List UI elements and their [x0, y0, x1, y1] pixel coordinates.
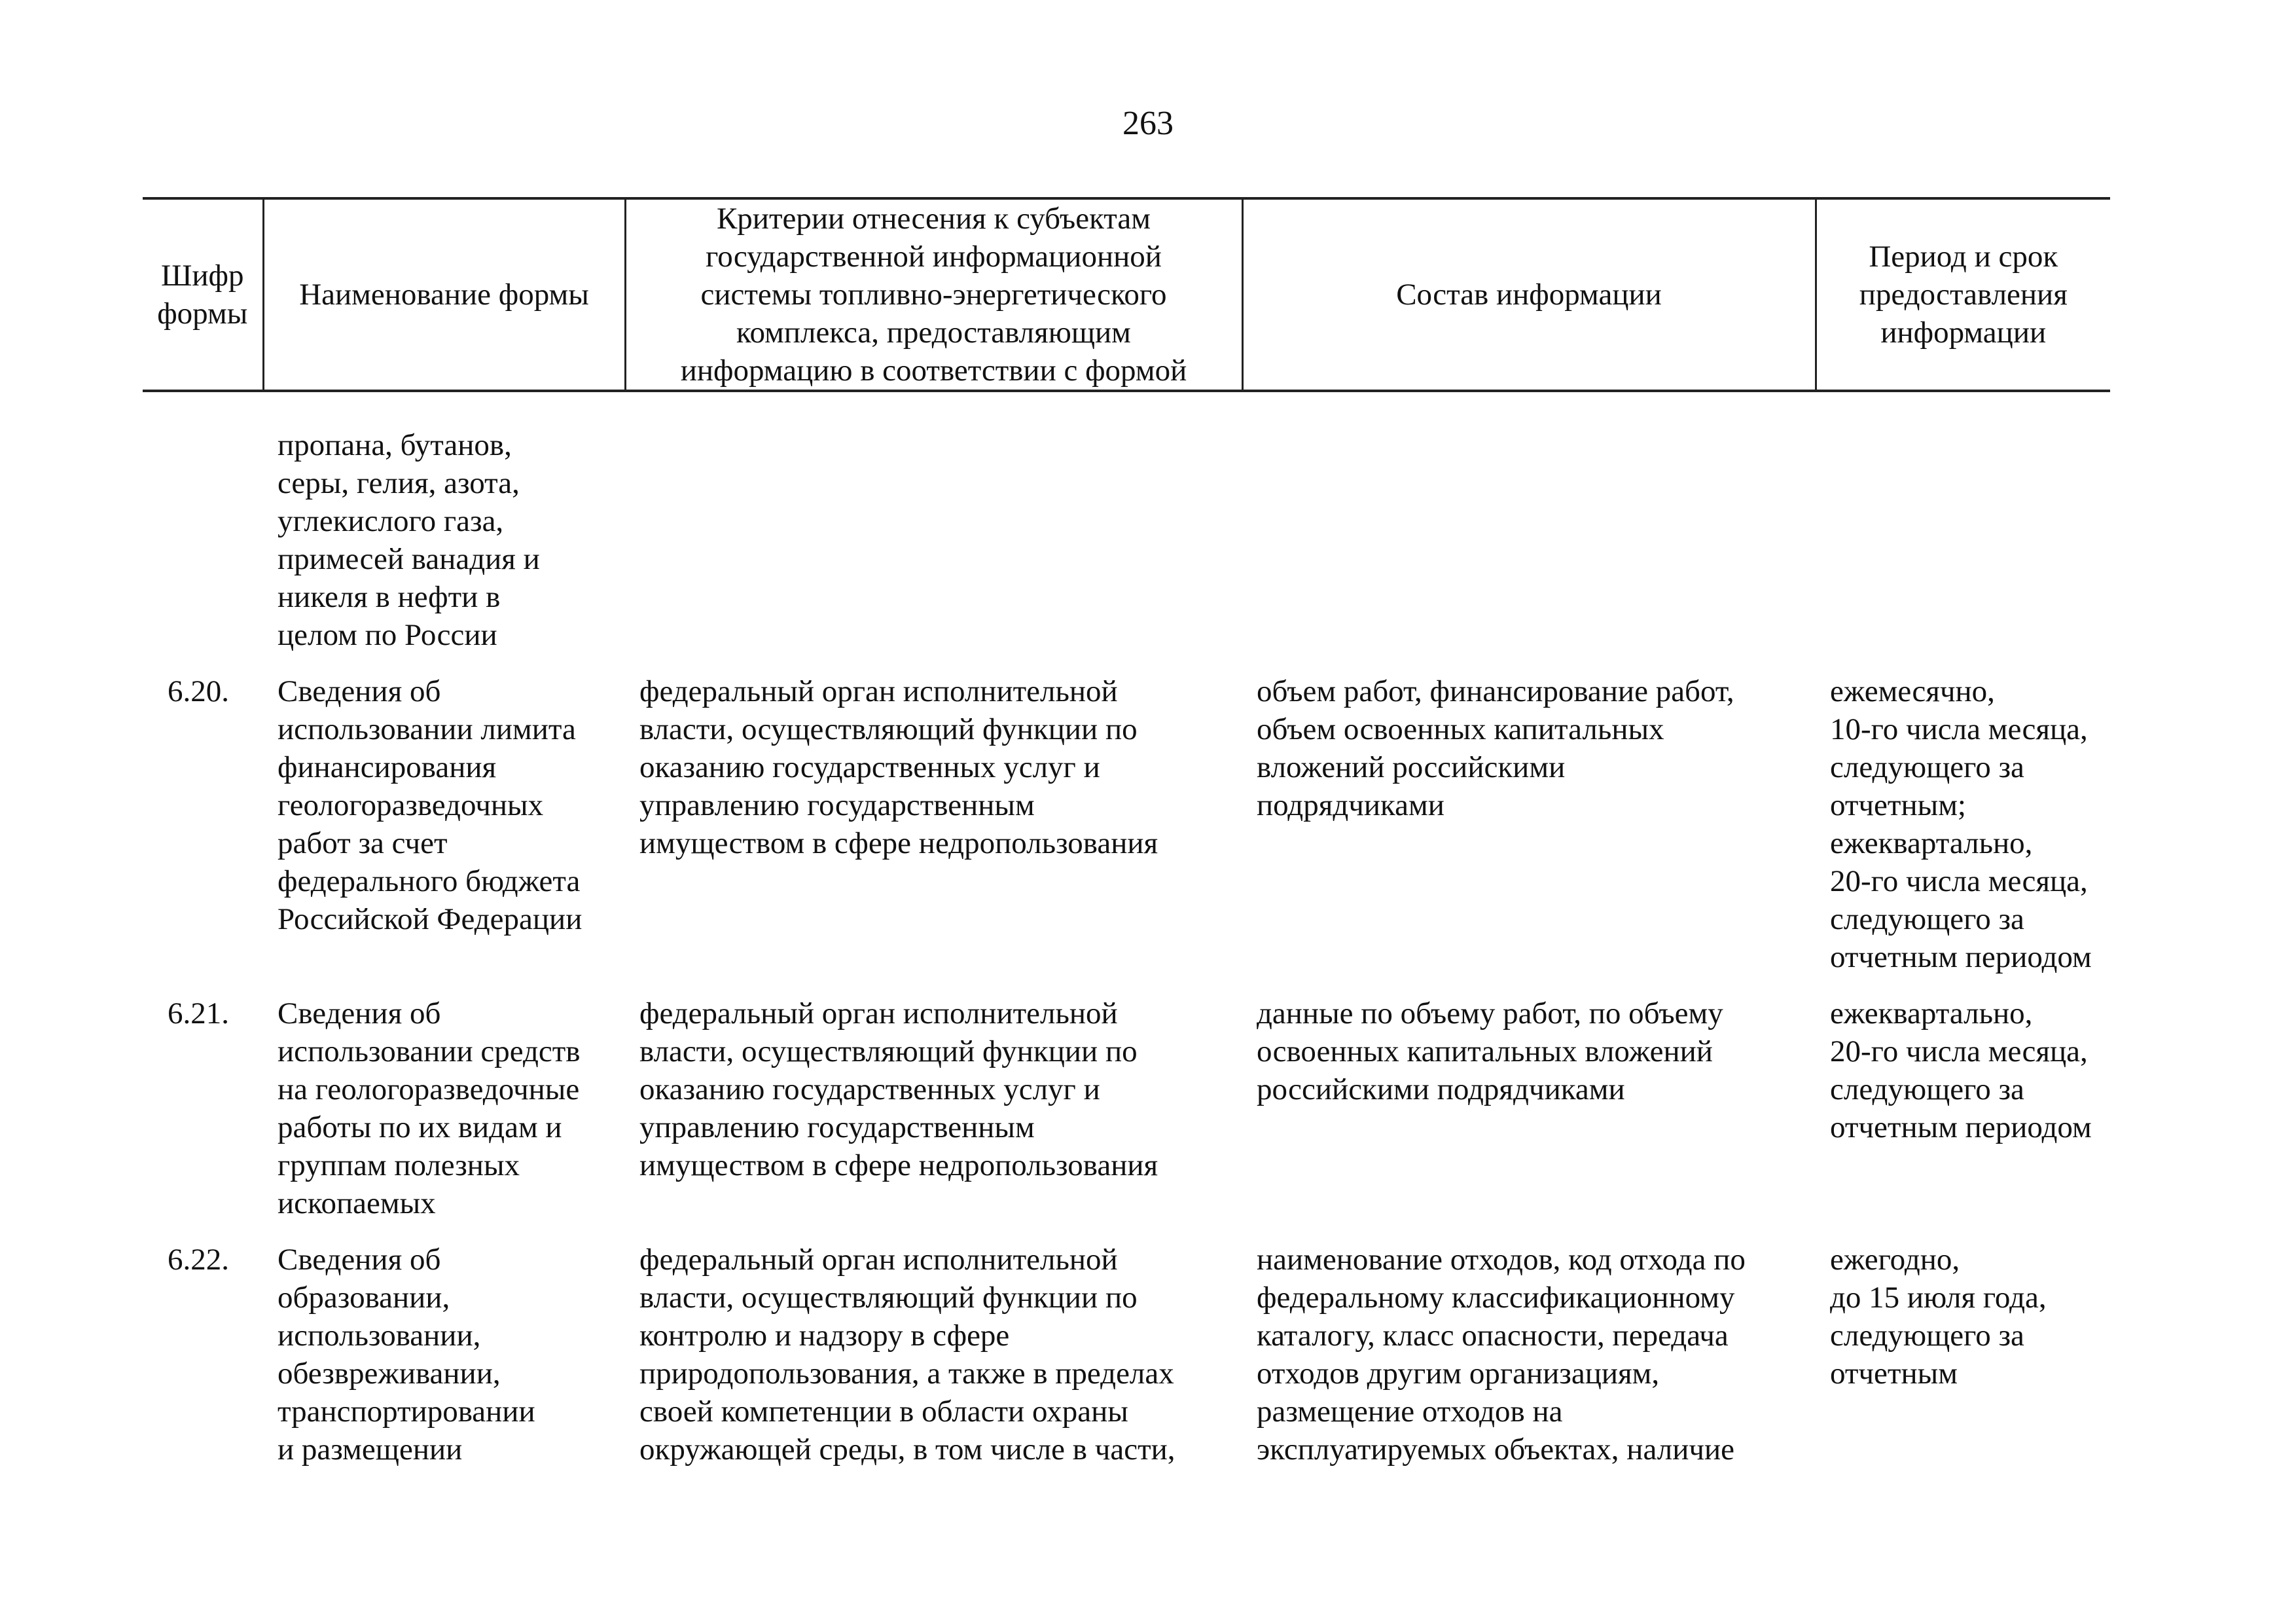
- header-period: Период и срок предоставления информации: [1816, 198, 2110, 391]
- form-code-cell: 6.22.: [168, 1243, 229, 1277]
- information-cell: объем работ, финансирование работ, объем освоенных капитальных вложений российскими подрядчиками: [1257, 674, 1734, 822]
- header-form-name: Наименование формы: [263, 198, 625, 391]
- period-cell: ежемесячно, 10-го числа месяца, следующего за отчетным; ежеквартально, 20-го числа месяца, следующего за отчетным периодом: [1830, 674, 2092, 974]
- form-code-cell: [143, 391, 263, 672]
- table-row: [143, 672, 2110, 994]
- criteria-cell: федеральный орган исполнительной власти, осуществляющий функции по оказанию государственных услуг и управлению государственным имуществом в сфере недропользования: [639, 674, 1158, 860]
- form-name-cell: пропана, бутанов, серы, гелия, азота, углекислого газа, примесей ванадия и никеля в нефти в целом по России: [278, 428, 540, 652]
- reporting-forms-table: [143, 197, 2110, 1487]
- period-cell: ежеквартально, 20-го числа месяца, следующего за отчетным периодом: [1830, 996, 2092, 1144]
- form-code-cell: 6.21.: [168, 996, 229, 1030]
- information-cell: данные по объему работ, по объему освоенных капитальных вложений российскими подрядчиками: [1257, 996, 1723, 1106]
- information-cell: наименование отходов, код отхода по федеральному классификационному каталогу, класс опасности, передача отходов другим организациям, размещение отходов на эксплуатируемых объектах, наличие: [1257, 1243, 1746, 1467]
- form-code-cell: 6.20.: [168, 674, 229, 708]
- criteria-cell: федеральный орган исполнительной власти, осуществляющий функции по оказанию государственных услуг и управлению государственным имуществом в сфере недропользования: [639, 996, 1158, 1182]
- period-cell: ежегодно, до 15 июля года, следующего за отчетным: [1830, 1243, 2047, 1391]
- criteria-cell: федеральный орган исполнительной власти, осуществляющий функции по контролю и надзору в сфере природопользования, а также в пределах своей компетенции в области охраны окружающей среды, в том числе в части,: [639, 1243, 1175, 1467]
- header-form-code: Шифр формы: [143, 198, 263, 391]
- period-cell: [1816, 391, 2110, 672]
- criteria-cell: [625, 391, 1242, 672]
- form-name-cell: Сведения об использовании лимита финансирования геологоразведочных работ за счет федерального бюджета Российской Федерации: [278, 674, 583, 936]
- information-cell: [1242, 391, 1816, 672]
- header-criteria: Критерии отнесения к субъектам государственной информационной системы топливно-энергетического комплекса, предоставляющим информацию в соответствии с формой: [625, 198, 1242, 391]
- table-header-row: [143, 198, 2110, 391]
- table-row: [143, 391, 2110, 672]
- table-row: [143, 994, 2110, 1241]
- form-name-cell: Сведения об использовании средств на геологоразведочные работы по их видам и группам полезных ископаемых: [278, 996, 581, 1220]
- table-row: [143, 1241, 2110, 1487]
- header-information-content: Состав информации: [1242, 198, 1816, 391]
- page-number: 263: [1122, 105, 1174, 142]
- form-name-cell: Сведения об образовании, использовании, обезвреживании, транспортировании и размещении: [278, 1243, 535, 1467]
